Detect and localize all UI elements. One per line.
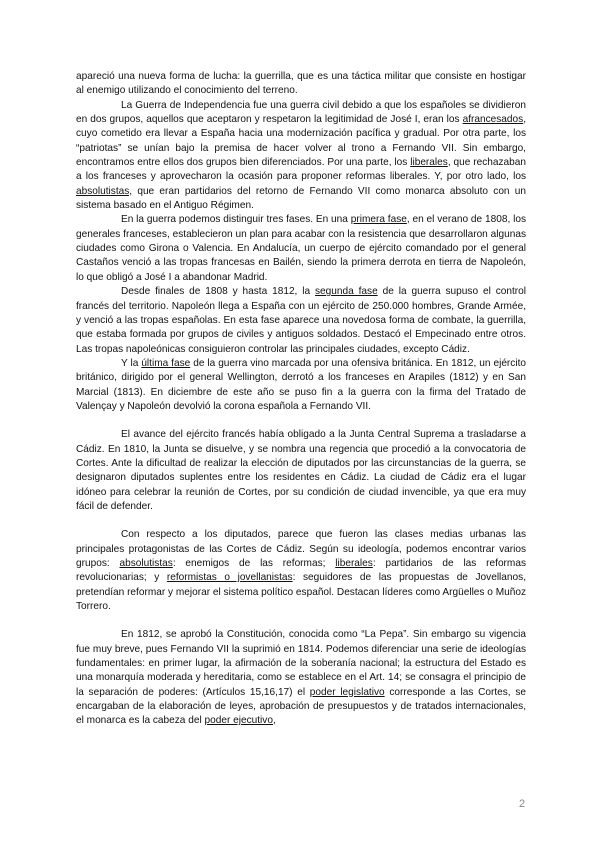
underlined-term: liberales (410, 157, 448, 169)
underlined-term: poder ejecutivo (204, 715, 273, 727)
paragraph-spacer (76, 614, 526, 628)
paragraph-spacer (76, 514, 526, 528)
underlined-term: liberales (335, 558, 373, 569)
text-run: En la guerra podemos distinguir tres fases. En una (121, 214, 351, 226)
paragraph-guerra-civil (76, 99, 526, 214)
text-run: : partidarios de las reformas revolucionarias; y (76, 558, 526, 584)
paragraph-guerrilla-intro (76, 70, 526, 99)
underlined-term: afrancesados (462, 114, 524, 126)
underlined-term: última fase (141, 357, 191, 369)
paragraph-constitucion (76, 628, 526, 728)
paragraph-junta-cadiz (76, 428, 526, 514)
text-run: , que rechazaban a los franceses y aprovecharon la ocasión para proponer reformas liberales. Y, por otro lado, los (76, 157, 526, 183)
document-body (76, 70, 526, 729)
text-run: , cuyo cometido era llevar a España hacia una modernización pacífica y gradual. Por otra parte, los “patriotas” se unían bajo la premisa de hacer volver al trono a Fernando VII. Sin embargo, encontramos entre ellos dos grupos bien diferenciados. Por una parte, los (76, 114, 526, 169)
paragraph-segunda-fase (76, 285, 526, 357)
text-run: que eran partidarios del retorno de Fernando VII como monarca absoluto con un sistema basado en el Antiguo Régimen. (76, 185, 526, 212)
text-run: El avance del ejército francés había obligado a la Junta Central Suprema a trasladarse a Cádiz. En 1810, la Junta se disuelve, y se nombra una regencia que procedió a la convocatoria de Cortes. Ante la dificultad de realizar la elección de diputados por las circunstancias de la guerra, se designaron diputados suplentes entre los residentes en Cádiz. La ciudad de Cádiz era el lugar idóneo para celebrar la reunión de Cortes, por su condición de ciudad invencible, ya que era muy fácil de defender. (76, 429, 526, 512)
text-run: En 1812, se aprobó la Constitución, conocida como “La Pepa”. Sin embargo su vigencia fue muy breve, pues Fernando VII la suprimió en 1814. Podemos diferenciar una serie de ideologías fundamentales: en primer lugar, la afirmación de la soberanía nacional; la estructura del Estado es una monarquía moderada y hereditaria, como se establece en el Art. 14; se consagra el principio de la separación de poderes: (Artículos 15,16,17) el (76, 629, 526, 698)
underlined-term: poder legislativo (309, 686, 385, 698)
text-run: Desde finales de 1808 y hasta 1812, la (121, 286, 315, 298)
text-run: : enemigos de las reformas; (172, 558, 336, 569)
paragraph-diputados (76, 528, 526, 614)
text-run: Con respecto a los diputados, parece que fueron las clases medias urbanas las principales protagonistas de las Cortes de Cádiz. Según su ideología, podemos encontrar varios grupos: (76, 529, 526, 569)
text-run: , en el verano de 1808, los generales franceses, establecieron un plan para acabar con la resistencia que desarrollaron algunas ciudades como Girona o Valencia. En Andalucía, un cuerpo de ejército comandado por el general Castaños venció a las tropas francesas en Bailén, siendo la primera derrota en tierra de Napoleón, lo que obligó a José I a abandonar Madrid. (76, 214, 526, 283)
underlined-term: reformistas o jovellanistas (166, 572, 293, 584)
paragraph-spacer (76, 414, 526, 428)
paragraph-ultima-fase (76, 357, 526, 414)
text-run: corresponde a las Cortes, se encargaban de la elaboración de leyes, aprobación de presupuestos y de tratados internacionales, el monarca es la cabeza del (76, 686, 526, 727)
underlined-term: segunda fase (315, 286, 378, 298)
text-run: : seguidores de las propuestas de Jovellanos, pretendían reformar y mejorar el sistema político español. Destacan líderes como Argüelles o Muñoz Torrero. (76, 572, 526, 613)
paragraph-tres-fases (76, 213, 526, 285)
text-run: , (272, 715, 276, 727)
underlined-term: primera fase (350, 214, 407, 226)
underlined-term: absolutistas, (76, 185, 133, 197)
text-run: de la guerra vino marcada por una ofensiva británica. En 1812, un ejército británico, dirigido por el general Wellington, derrotó a los franceses en Arapiles (1812) y en San Marcial (1813). En diciembre de este año se puso fin a la guerra con la firma del Tratado de Valençay y Napoleón devolvió la corona española a Fernando VII. (76, 357, 527, 412)
text-run: de la guerra supuso el control francés del territorio. Napoleón llega a España con un ejército de 250.000 hombres, Grande Armée, y venció a las tropas españolas. En esta fase aparece una novedosa forma de combate, la guerrilla, que estaba formada por grupos de civiles y antiguos soldados. Destacó el Empecinado entre otros. Las tropas napoleónicas consiguieron controlar las principales ciudades, excepto Cádiz. (76, 286, 526, 355)
underlined-term: absolutistas (119, 558, 173, 569)
text-run: apareció una nueva forma de lucha: la guerrilla, que es una táctica militar que consiste en hostigar al enemigo utilizando el conocimiento del terreno. (76, 71, 526, 97)
text-run: Y la (121, 357, 142, 369)
text-run: La Guerra de Independencia fue una guerra civil debido a que los españoles se dividieron en dos grupos, aquellos que aceptaron y respetaron la legitimidad de José I, eran los (76, 99, 526, 126)
page-number: 2 (519, 798, 526, 810)
